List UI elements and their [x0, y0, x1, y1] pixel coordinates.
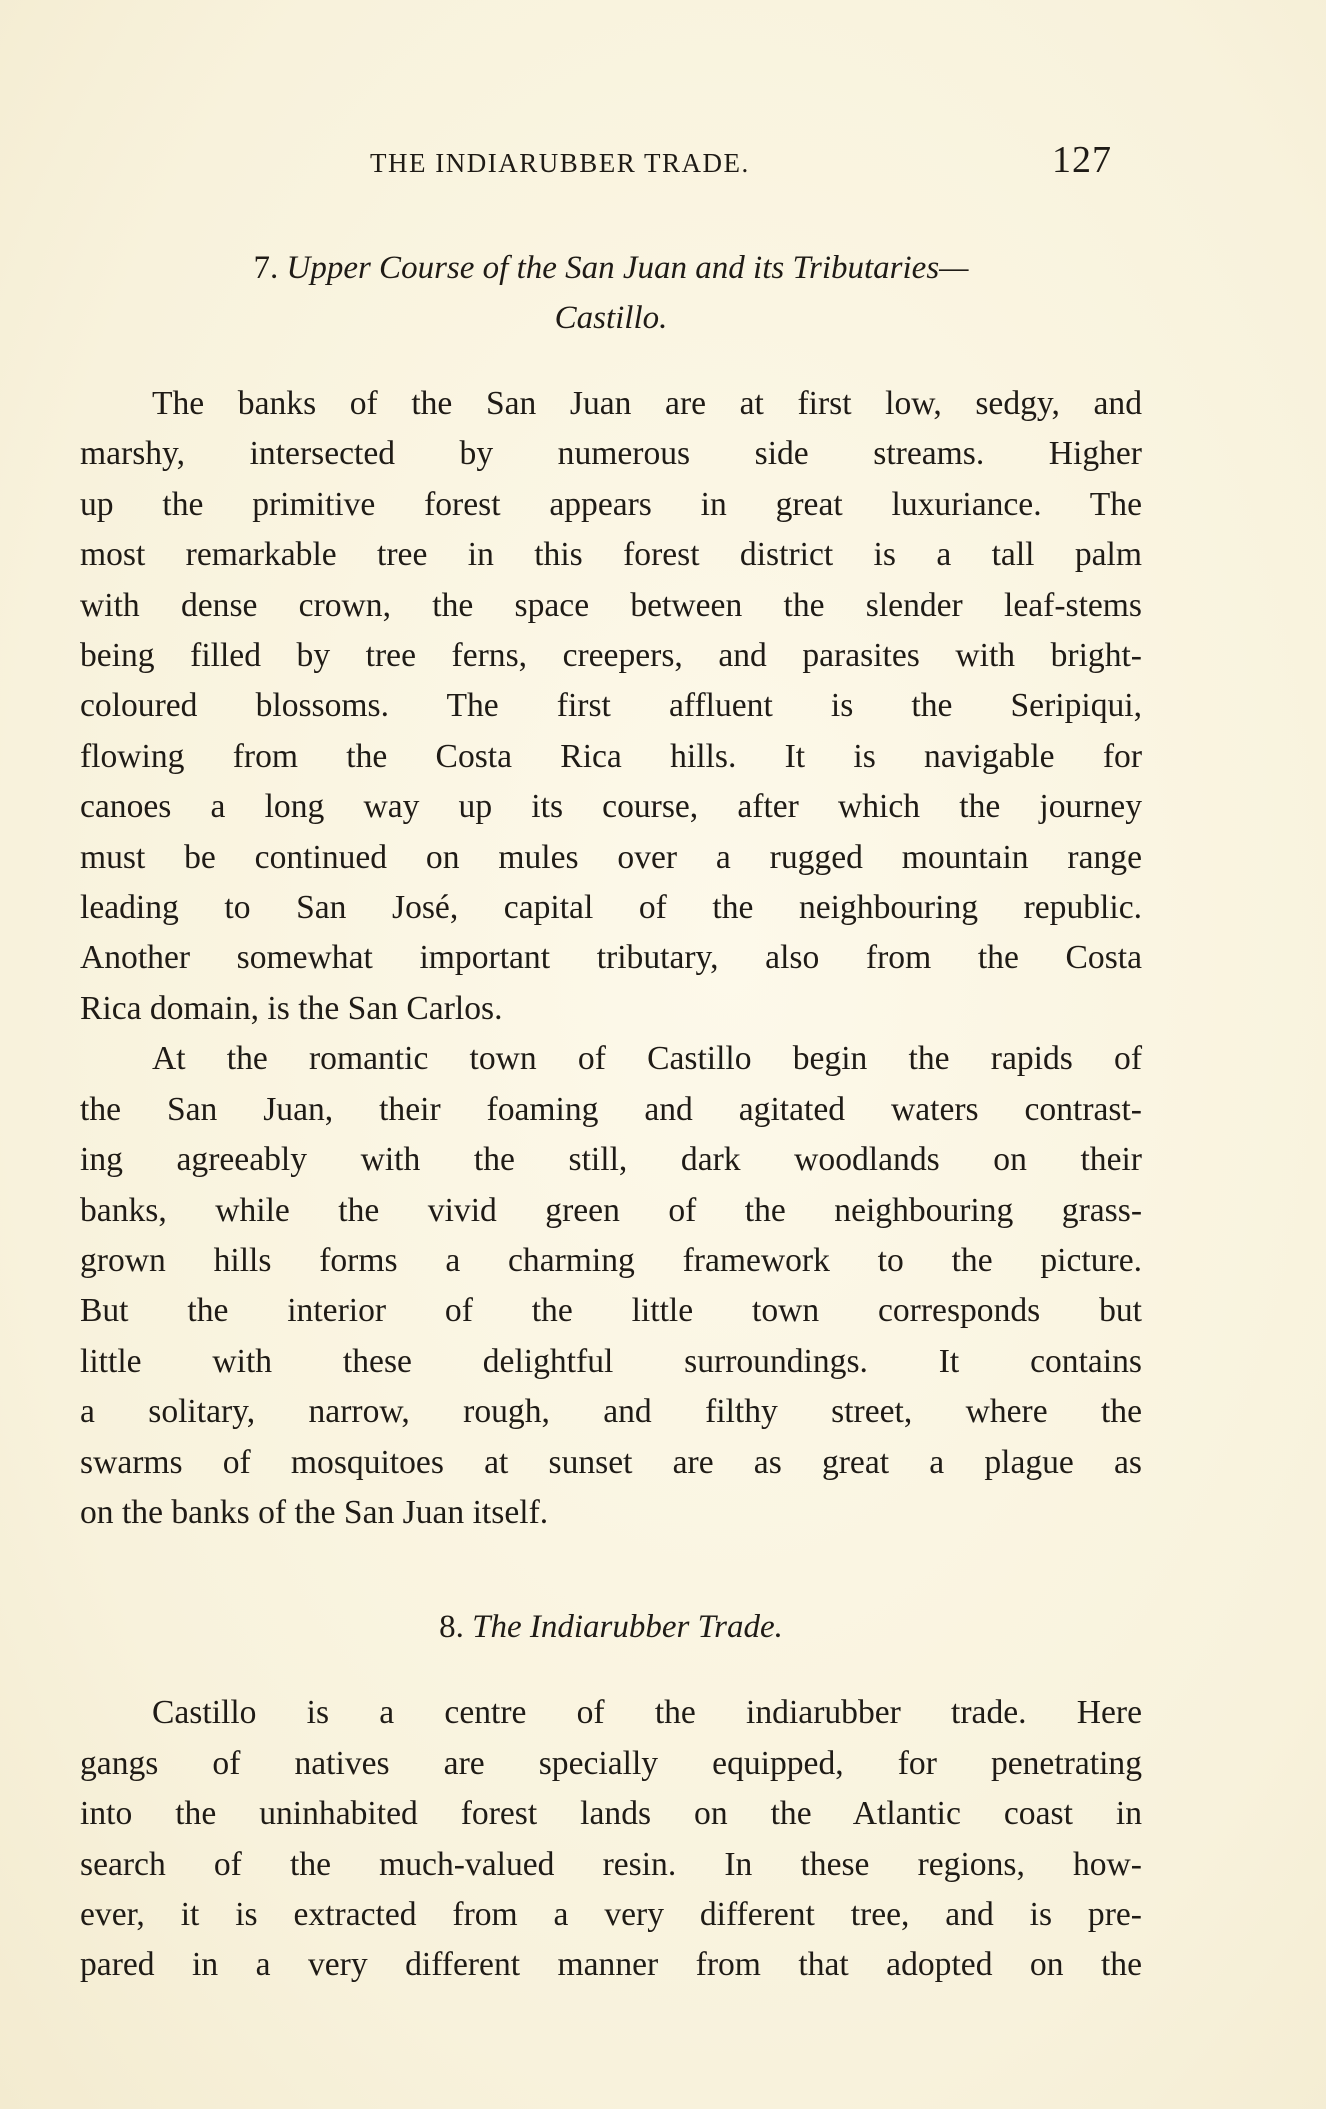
page-number: 127	[1052, 139, 1112, 181]
text-line: marshy, intersected by numerous side streams. Higher	[80, 435, 1142, 473]
section-7-title-line2: Castillo.	[554, 300, 668, 336]
text-line: being filled by tree ferns, creepers, and parasites with bright-	[80, 637, 1142, 675]
text-line: the San Juan, their foaming and agitated waters contrast-	[80, 1090, 1142, 1128]
text-line: most remarkable tree in this forest district is a tall palm	[80, 536, 1142, 574]
text-line: little with these delightful surroundings. It contains	[80, 1342, 1142, 1380]
text-line: search of the much-valued resin. In these regions, how-	[80, 1845, 1142, 1883]
text-line: canoes a long way up its course, after which the journey	[80, 788, 1142, 826]
text-line: grown hills forms a charming framework to the picture.	[80, 1241, 1142, 1279]
text-line: gangs of natives are specially equipped, for penetrating	[80, 1744, 1142, 1782]
text-line: flowing from the Costa Rica hills. It is navigable for	[80, 737, 1142, 775]
section-8-title: The Indiarubber Trade.	[472, 1609, 783, 1646]
text-line: banks, while the vivid green of the neighbouring grass-	[80, 1191, 1142, 1229]
text-line: But the interior of the little town corresponds but	[80, 1292, 1142, 1330]
section-8-heading	[80, 1602, 1142, 1652]
text-line: with dense crown, the space between the slender leaf-stems	[80, 586, 1142, 624]
text-block	[80, 243, 1142, 1991]
text-line: ing agreeably with the still, dark woodlands on their	[80, 1141, 1142, 1179]
text-line: Another somewhat important tributary, also from the Costa	[80, 939, 1142, 977]
text-line: At the romantic town of Castillo begin the rapids of	[152, 1040, 1142, 1078]
text-line: must be continued on mules over a rugged mountain range	[80, 838, 1142, 876]
text-line: into the uninhabited forest lands on the Atlantic coast in	[80, 1795, 1142, 1833]
text-line: up the primitive forest appears in great luxuriance. The	[80, 485, 1142, 523]
text-line: a solitary, narrow, rough, and filthy street, where the	[80, 1393, 1142, 1431]
text-line: pared in a very different manner from that adopted on the	[80, 1946, 1142, 1984]
text-line: coloured blossoms. The first affluent is the Seripiqui,	[80, 687, 1142, 725]
running-head	[360, 139, 1120, 186]
section-7-heading	[80, 243, 1142, 343]
section-8-paragraph-1	[80, 1688, 1142, 1990]
text-line: on the banks of the San Juan itself.	[80, 1493, 549, 1531]
text-line: The banks of the San Juan are at first low, sedgy, and	[152, 385, 1142, 422]
section-7-paragraph-1	[80, 379, 1142, 1034]
text-line: Rica domain, is the San Carlos.	[80, 989, 503, 1027]
section-7-title-line1: Upper Course of the San Juan and its Tributaries—	[286, 250, 969, 286]
running-title: THE INDIARUBBER TRADE.	[370, 148, 750, 178]
section-7-paragraph-2	[80, 1034, 1142, 1538]
text-line: Castillo is a centre of the indiarubber trade. Here	[152, 1694, 1142, 1732]
section-7-number: 7.	[253, 250, 279, 286]
text-line: leading to San José, capital of the neighbouring republic.	[80, 889, 1142, 927]
text-line: ever, it is extracted from a very different tree, and is pre-	[80, 1895, 1142, 1933]
section-8-number: 8.	[439, 1609, 464, 1646]
text-line: swarms of mosquitoes at sunset are as great a plague as	[80, 1443, 1142, 1481]
